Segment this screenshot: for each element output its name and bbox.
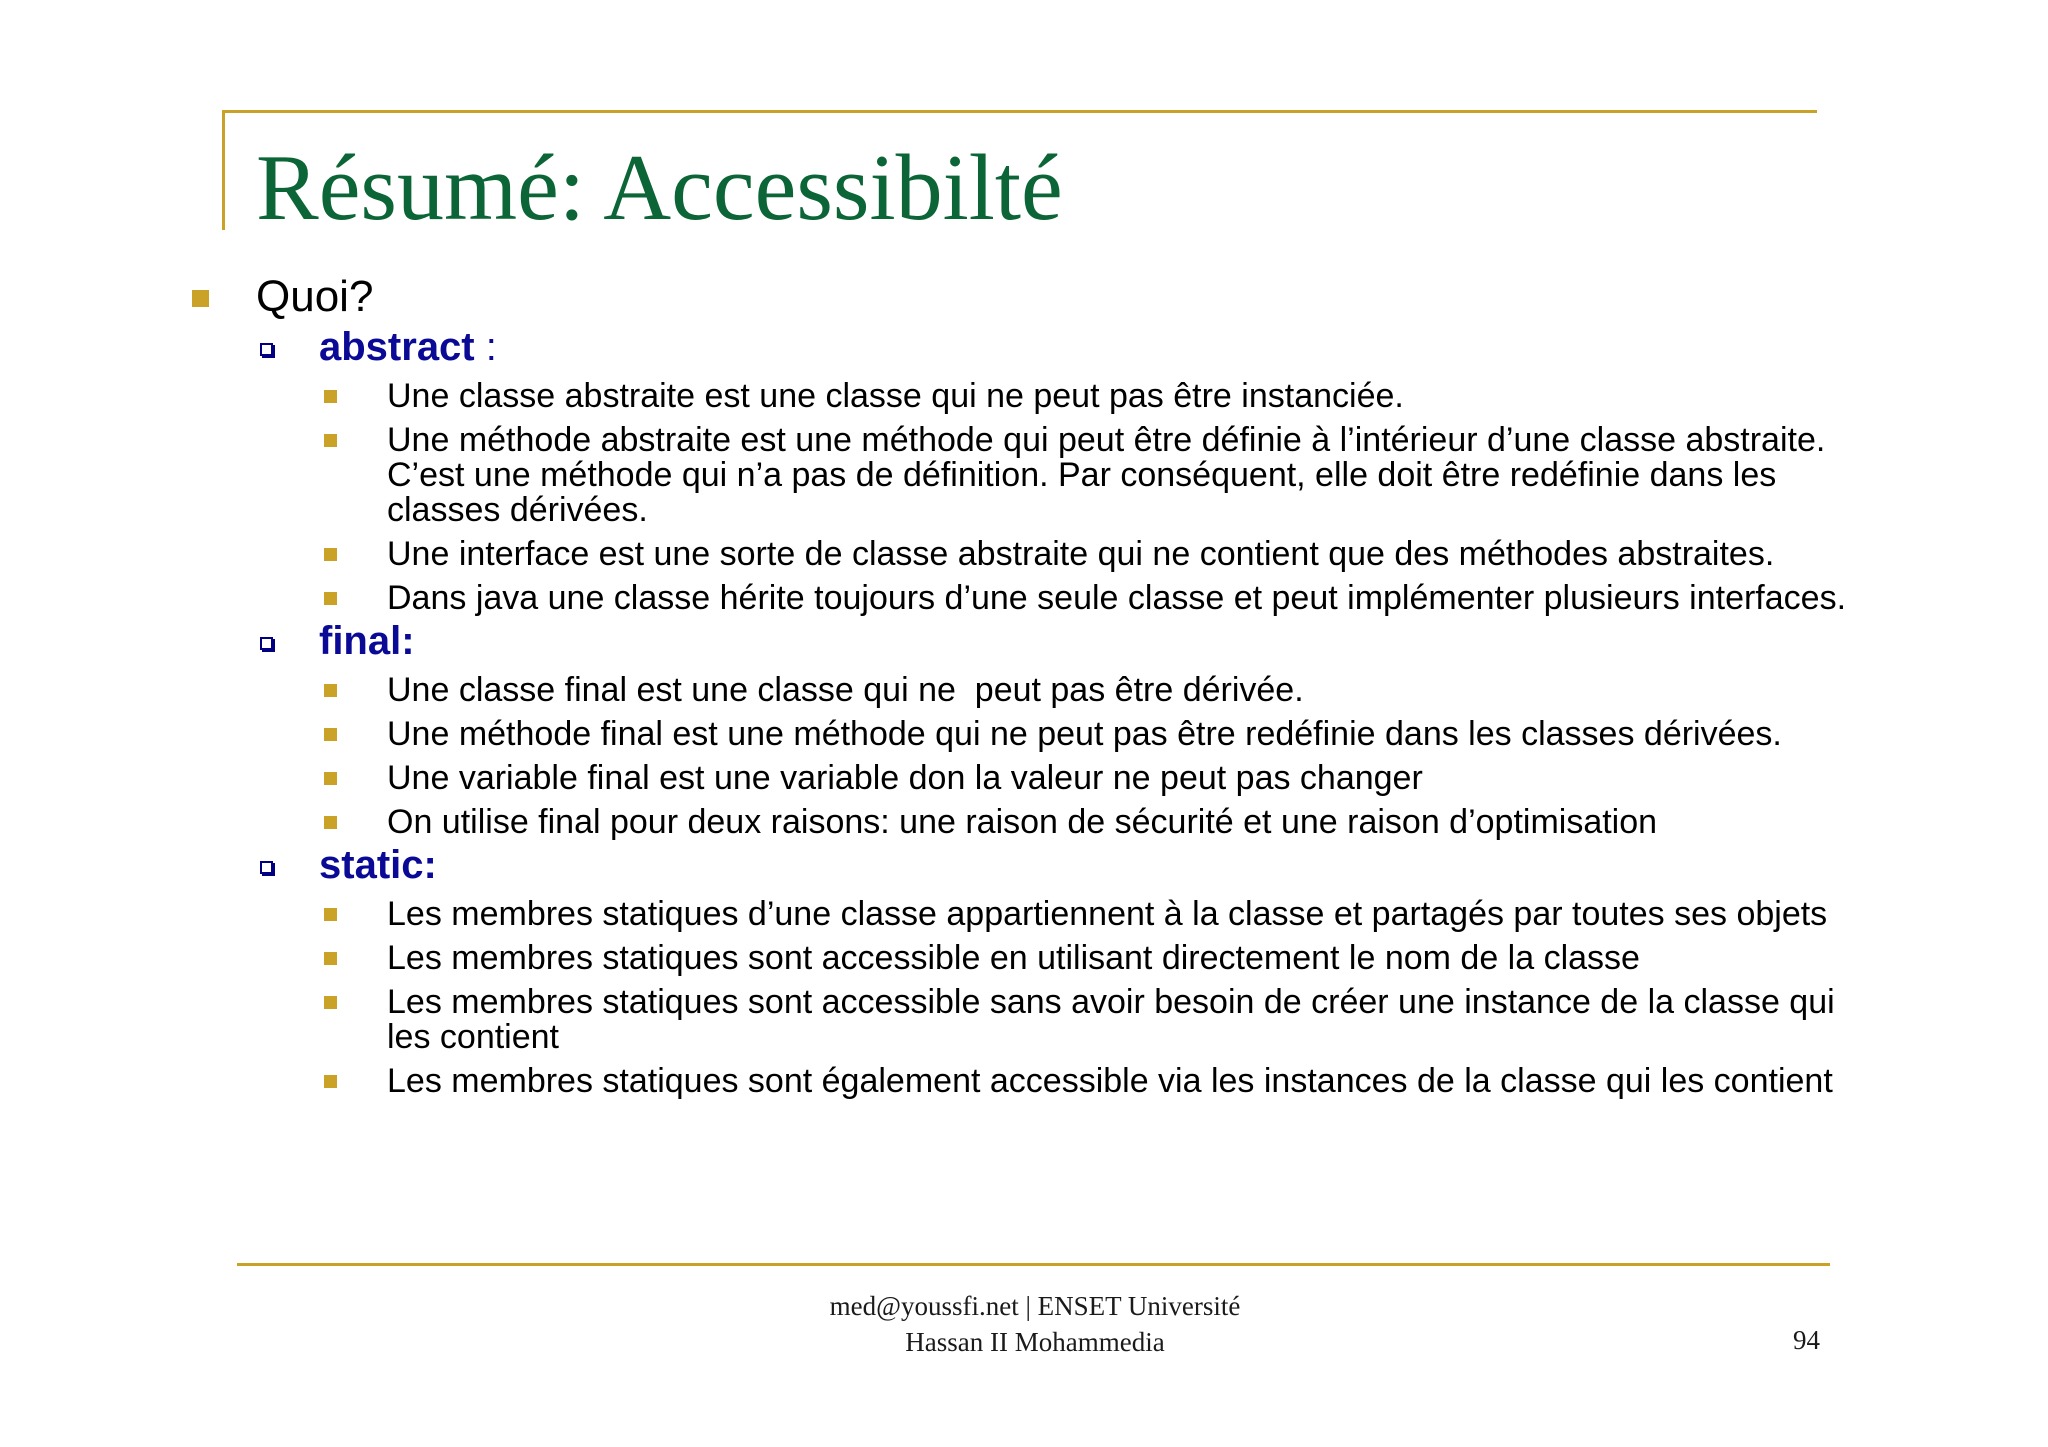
square-bullet-icon	[324, 772, 337, 785]
square-bullet-icon	[324, 1075, 337, 1088]
section-static-heading	[180, 842, 1860, 888]
list-item-text: Une méthode abstraite est une méthode qui peut être définie à l’intérieur d’une classe abstraite. C’est une méthode qui n’a pas de définition. Par conséquent, elle doit être redéfinie dans les classes dérivées.	[387, 421, 1826, 529]
list-item	[180, 941, 1860, 976]
list-item-text: Une classe final est une classe qui ne peut pas être dérivée.	[387, 671, 1304, 709]
list-item-text: Les membres statiques sont accessible sans avoir besoin de créer une instance de la classe qui les contient	[387, 983, 1835, 1056]
square-bullet-icon	[324, 390, 337, 403]
list-item-text: Une variable final est une variable don la valeur ne peut pas changer	[387, 759, 1423, 797]
page-number: 94	[1793, 1325, 1820, 1355]
square-bullet-icon	[324, 816, 337, 829]
keyword-abstract: abstract	[319, 325, 475, 369]
list-item	[180, 897, 1860, 932]
list-item	[180, 423, 1860, 528]
footer-credit	[735, 1288, 1335, 1360]
list-item-text: Les membres statiques sont également accessible via les instances de la classe qui les contient	[387, 1062, 1833, 1100]
square-bullet-icon	[324, 592, 337, 605]
list-item-text: Les membres statiques d’une classe appartiennent à la classe et partagés par toutes ses objets	[387, 895, 1828, 933]
checkbox-bullet-icon	[260, 343, 273, 356]
bullet-quoi-text: Quoi?	[256, 272, 374, 321]
square-bullet-icon	[324, 684, 337, 697]
list-item-text: Une méthode final est une méthode qui ne peut pas être redéfinie dans les classes dérivées.	[387, 715, 1782, 753]
section-final-heading	[180, 618, 1860, 664]
list-item	[180, 805, 1860, 840]
list-item	[180, 717, 1860, 752]
checkbox-bullet-icon	[260, 861, 273, 874]
footer-line-1: med@youssfi.net | ENSET Université	[829, 1291, 1241, 1321]
slide-title: Résumé: Accessibilté	[256, 136, 1063, 240]
footer-line-2: Hassan II Mohammedia	[905, 1327, 1165, 1357]
list-item-text: Dans java une classe hérite toujours d’une seule classe et peut implémenter plusieurs interfaces.	[387, 579, 1847, 617]
square-bullet-icon	[324, 548, 337, 561]
square-bullet-icon	[324, 728, 337, 741]
square-bullet-icon	[324, 908, 337, 921]
list-item	[180, 581, 1860, 616]
keyword-final: final:	[319, 619, 415, 663]
slide-content	[180, 272, 1860, 1099]
keyword-static: static:	[319, 843, 437, 887]
list-item-text: On utilise final pour deux raisons: une raison de sécurité et une raison d’optimisation	[387, 803, 1658, 841]
title-frame-left-line	[222, 110, 225, 230]
footer-divider	[237, 1263, 1830, 1266]
square-bullet-icon	[324, 434, 337, 447]
list-item-text: Une classe abstraite est une classe qui ne peut pas être instanciée.	[387, 377, 1404, 415]
square-bullet-icon	[324, 996, 337, 1009]
list-item	[180, 985, 1860, 1055]
checkbox-bullet-icon	[260, 637, 273, 650]
list-item-text: Les membres statiques sont accessible en utilisant directement le nom de la classe	[387, 939, 1640, 977]
keyword-abstract-suffix: :	[474, 325, 497, 369]
section-abstract-heading	[180, 324, 1860, 370]
bullet-quoi	[180, 272, 1860, 322]
list-item	[180, 379, 1860, 414]
list-item	[180, 761, 1860, 796]
square-bullet-icon	[192, 290, 209, 307]
square-bullet-icon	[324, 952, 337, 965]
list-item	[180, 537, 1860, 572]
list-item-text: Une interface est une sorte de classe abstraite qui ne contient que des méthodes abstraites.	[387, 535, 1775, 573]
title-frame-top-line	[222, 110, 1817, 113]
list-item	[180, 673, 1860, 708]
list-item	[180, 1064, 1860, 1099]
